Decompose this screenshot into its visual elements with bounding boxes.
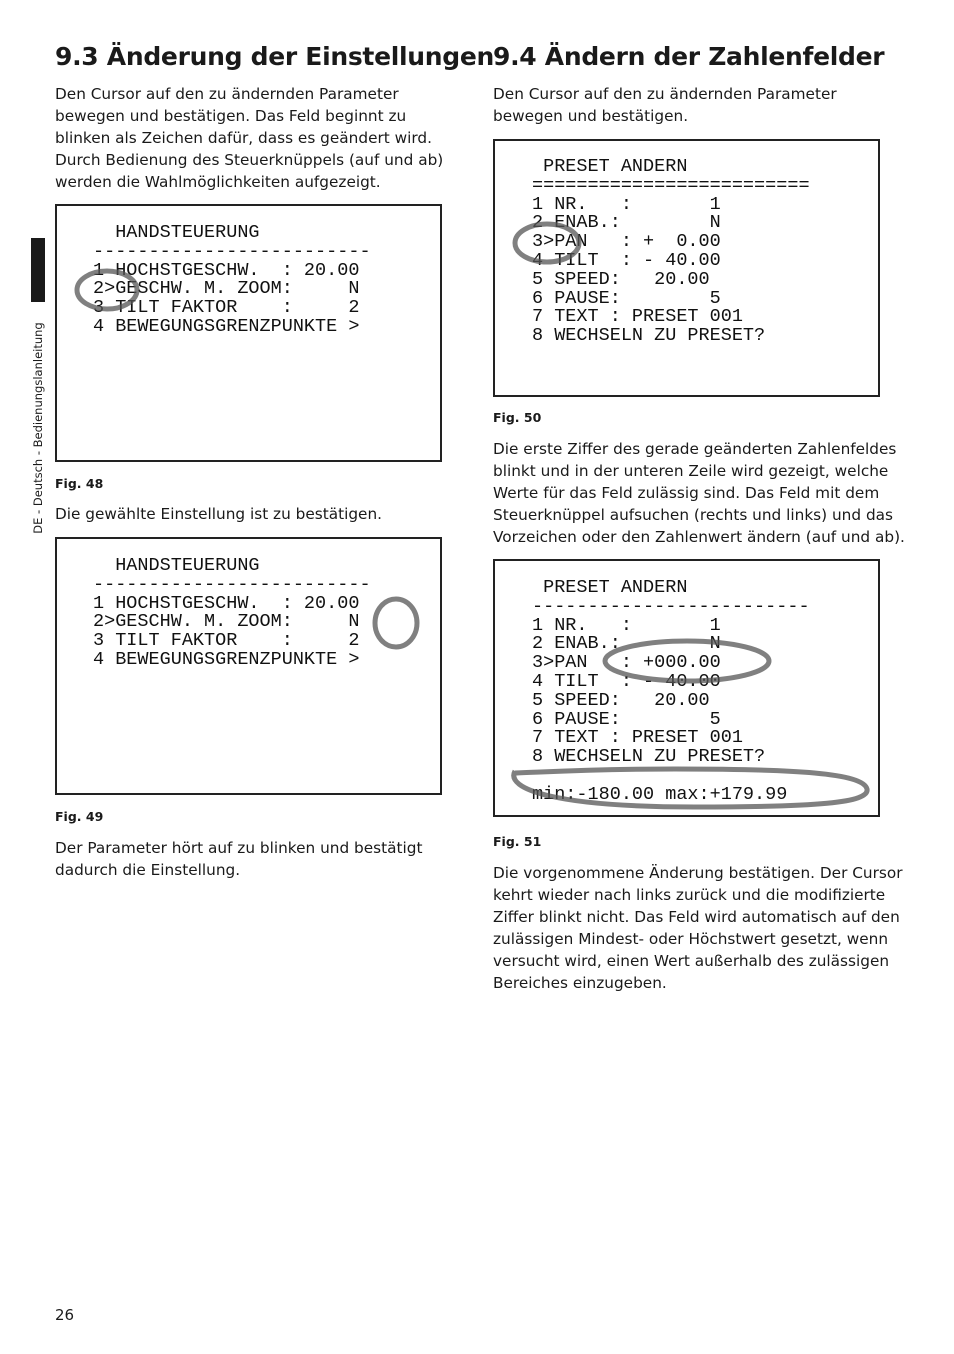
section-title: 9.4 Ändern der Zahlenfelder: [493, 42, 885, 71]
section-title: 9.3 Änderung der Einstellungen: [55, 42, 495, 71]
paragraph: Die vorgenommene Änderung bestätigen. Der Cursor kehrt wieder nach links zurück und die modifizierte Ziffer blinkt nicht. Das Feld wird automatisch auf den zulässigen Mindest- oder Höchstwert gesetzt, wenn versucht wird, einen Wert außerhalb des zulässigen Bereiches einzugeben.: [493, 864, 903, 992]
section-intro: Den Cursor auf den zu ändernden Parameter bewegen und bestätigen.: [493, 85, 837, 125]
sidebar-label: DE - Deutsch - Bedienungslanleitung: [31, 322, 45, 534]
fig-51-screen: [493, 559, 880, 817]
page-number: 26: [55, 1306, 75, 1324]
fig-50-screen: [493, 139, 880, 397]
fig-49-caption: Fig. 49: [55, 809, 104, 824]
highlight-circle: [57, 539, 444, 797]
fig-51-caption: Fig. 51: [493, 834, 542, 849]
section-intro: Den Cursor auf den zu ändernden Parameter bewegen und bestätigen. Das Feld beginnt zu blinken als Zeichen dafür, dass es geändert wird. Durch Bedienung des Steuerknüppels (auf und ab) werden die Wahlmöglichkeiten aufgezeigt.: [55, 85, 444, 191]
sidebar-marker: [31, 238, 45, 302]
fig-50-caption: Fig. 50: [493, 410, 542, 425]
fig-49-screen: [55, 537, 442, 795]
highlight-circle: [495, 141, 882, 399]
screen-text: PRESET ANDERN ========================= 1 NR. : 1 2 ENAB.: N 3>PAN : + 0.00 4 TILT : - 40.00 5 SPEED: 20.00 6 PAUSE: 5 7 TEXT : PRESET 001 8 WECHSELN ZU PRESET?: [532, 156, 810, 347]
paragraph: Die erste Ziffer des gerade geänderten Zahlenfeldes blinkt und in der unteren Zeile wird gezeigt, welche Werte für das Feld zulässig sind. Das Feld mit dem Steuerknüppel aufsuchen (rechts und links) und das Vorzeichen oder den Zahlenwert ändern (auf und ab).: [493, 440, 905, 546]
paragraph: Die gewählte Einstellung ist zu bestätigen.: [55, 505, 383, 523]
screen-text: HANDSTEUERUNG ------------------------- 1 HOCHSTGESCHW. : 20.00 2>GESCHW. M. ZOOM: N 3 TILT FAKTOR : 2 4 BEWEGUNGSGRENZPUNKTE >: [93, 555, 371, 670]
highlight-circle: [57, 206, 444, 464]
fig-48-screen: [55, 204, 442, 462]
fig-48-caption: Fig. 48: [55, 476, 104, 491]
screen-text: PRESET ANDERN ------------------------- 1 NR. : 1 2 ENAB.: N 3>PAN : +000.00 4 TILT : - 40.00 5 SPEED: 20.00 6 PAUSE: 5 7 TEXT : PRESET 001 8 WECHSELN ZU PRESET? min:-180.00 max:+179.99: [532, 577, 810, 805]
paragraph: Der Parameter hört auf zu blinken und bestätigt dadurch die Einstellung.: [55, 839, 423, 879]
highlight-circles: [495, 561, 882, 819]
screen-text: HANDSTEUERUNG ------------------------- 1 HOCHSTGESCHW. : 20.00 2>GESCHW. M. ZOOM: N 3 TILT FAKTOR : 2 4 BEWEGUNGSGRENZPUNKTE >: [93, 222, 371, 337]
